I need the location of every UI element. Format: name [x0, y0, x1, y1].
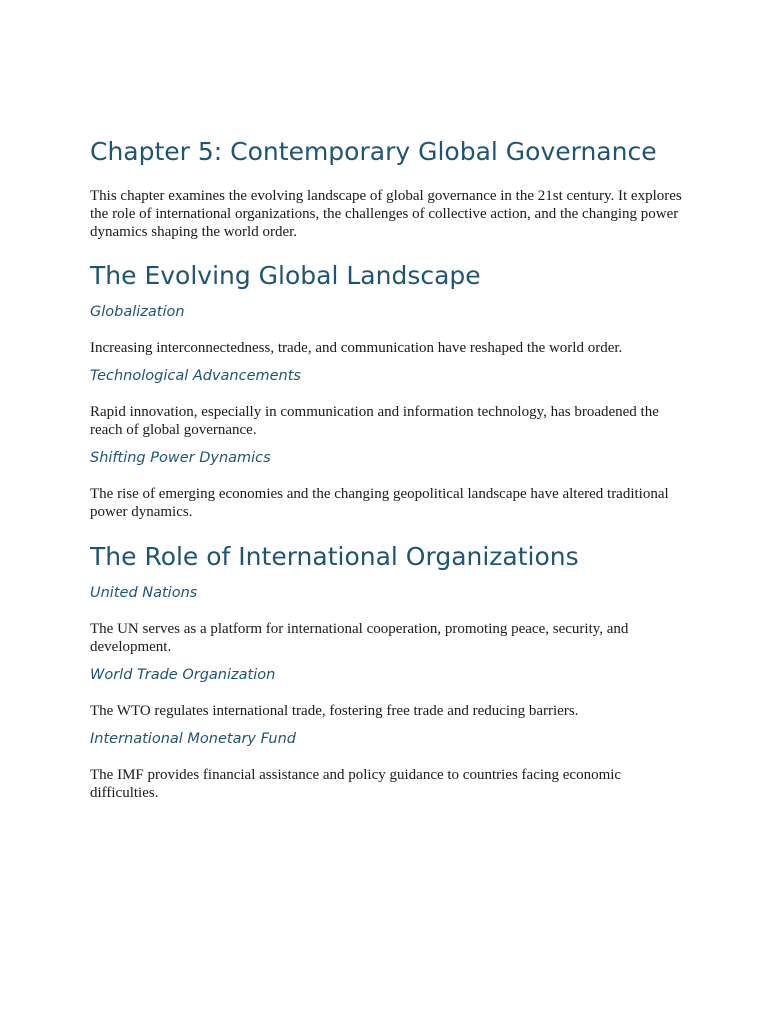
- chapter-intro: This chapter examines the evolving landscape of global governance in the 21st century. It explores the role of international organizations, the challenges of collective action, and the changing power dynamics shaping the world order.: [90, 188, 682, 240]
- chapter-title: Chapter 5: Contemporary Global Governance: [90, 137, 657, 166]
- subsection-world-trade-organization: [90, 664, 682, 720]
- subsection-international-monetary-fund: [90, 728, 682, 802]
- subsection-title: International Monetary Fund: [90, 731, 296, 747]
- section-title: The Evolving Global Landscape: [90, 261, 481, 290]
- subsection-body: Increasing interconnectedness, trade, and communication have reshaped the world order.: [90, 340, 623, 356]
- subsection-technological-advancements: [90, 365, 682, 439]
- subsection-title: Globalization: [90, 304, 185, 320]
- section-evolving-global-landscape: [90, 259, 682, 521]
- subsection-globalization: [90, 301, 682, 357]
- subsection-united-nations: [90, 582, 682, 656]
- section-role-of-international-organizations: [90, 540, 682, 802]
- subsection-shifting-power-dynamics: [90, 447, 682, 521]
- document-page: [90, 133, 682, 802]
- subsection-body: The WTO regulates international trade, fostering free trade and reducing barriers.: [90, 703, 579, 719]
- subsection-title: Shifting Power Dynamics: [90, 450, 271, 466]
- subsection-title: United Nations: [90, 585, 198, 601]
- subsection-body: The rise of emerging economies and the changing geopolitical landscape have altered traditional power dynamics.: [90, 486, 669, 520]
- subsection-title: World Trade Organization: [90, 667, 276, 683]
- subsection-body: The IMF provides financial assistance and policy guidance to countries facing economic difficulties.: [90, 767, 622, 801]
- subsection-body: Rapid innovation, especially in communication and information technology, has broadened the reach of global governance.: [90, 404, 659, 438]
- section-title: The Role of International Organizations: [90, 542, 579, 571]
- subsection-title: Technological Advancements: [90, 368, 301, 384]
- subsection-body: The UN serves as a platform for international cooperation, promoting peace, security, and development.: [90, 621, 629, 655]
